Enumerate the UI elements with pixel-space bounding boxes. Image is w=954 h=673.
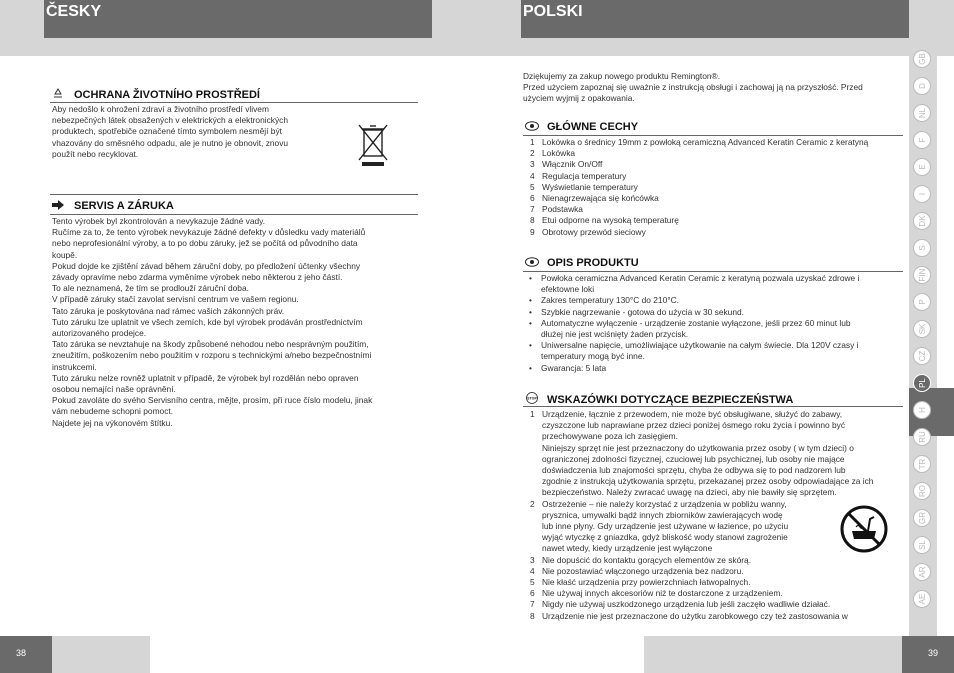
safety-section-title <box>525 392 793 406</box>
list-item <box>523 182 908 193</box>
language-tab-s[interactable]: S <box>913 239 931 257</box>
language-tab-fin[interactable]: FIN <box>913 266 931 284</box>
environment-bottom-rule <box>50 194 418 195</box>
language-tab-i[interactable]: I <box>913 185 931 203</box>
item-number: 3 <box>530 159 535 170</box>
item-number: 7 <box>530 599 535 610</box>
item-text: Nie używaj innych akcesoriów niż te dostarczone z urządzeniem. <box>542 588 783 599</box>
list-item <box>523 599 908 610</box>
list-item <box>523 227 908 238</box>
item-number: 2 <box>530 498 535 509</box>
warranty-rule <box>50 214 418 215</box>
features-title-text: GŁÓWNE CECHY <box>547 121 639 133</box>
language-tab-cz[interactable]: CZ <box>913 347 931 365</box>
left-language-header: ČESKY <box>44 0 432 38</box>
item-text: Urządzenie nie jest przeznaczone do użytku zarobkowego czy też zastosowania w <box>542 610 848 621</box>
item-number: 3 <box>530 554 535 565</box>
environment-title-text: OCHRANA ŽIVOTNÍHO PROSTŘEDÍ <box>74 89 260 101</box>
crossed-bin-icon <box>356 122 390 168</box>
environment-section-title <box>52 88 260 101</box>
features-section-title <box>525 121 638 133</box>
warranty-text: Tento výrobek byl zkontrolován a nevykazuje žádné vady. Ručíme za to, že tento výrobek nevykazuje žádné defekty v důsledku vady materiálů nebo neprofesionální výroby, a to po dobu záruky, jež se počítá od původního data koupě. Pokud dojde ke zjištění závad během záruční doby, po předložení účtenky všechny závady opravíme nebo zdarma vyměníme výrobek nebo některou z jeho částí. To ale neznamená, že tím se prodlouží záruční doba. V případě záruky stačí zavolat servisní centrum ve vašem regionu. Tato záruka je poskytována nad rámec vašich zákonných práv. Tuto záruku lze uplatnit ve všech zemích, kde byl výrobek prodáván prostřednictvím autorizovaného prodejce. Tato záruka se nevztahuje na škody způsobené nehodou nebo nesprávným použitím, zneužitím, poškozením nebo použitím v rozporu s technickými a/nebo bezpečnostními instrukcemi. Tuto záruku nelze rovněž uplatnit v případě, že výrobek byl rozdělán nebo opraven osobou nemající naše oprávnění. Pokud zavoláte do svého Servisního centra, mějte, prosím, při ruce číslo modelu, jinak vám nebudeme schopni pomoct. Najdete jej na výkonovém štítku. <box>52 216 373 428</box>
features-list <box>523 137 908 238</box>
list-item <box>523 193 908 204</box>
warranty-title-text: SERVIS A ZÁRUKA <box>74 200 174 212</box>
item-text: Lokówka <box>542 148 576 159</box>
item-number: 6 <box>530 193 535 204</box>
language-tab-sl[interactable]: SL <box>913 536 931 554</box>
description-item: • Gwarancja: 5 lata <box>523 363 908 374</box>
description-item: • Uniwersalne napięcie, umożliwiające użytkowanie na całym świecie. Dla 120V czasy i temperatury mogą być inne. <box>523 340 908 362</box>
list-item <box>523 566 908 577</box>
language-tab-gb[interactable]: GB <box>913 50 931 68</box>
item-number: 5 <box>530 181 535 192</box>
item-number: 4 <box>530 565 535 576</box>
environment-text: Aby nedošlo k ohrožení zdraví a životního prostředí vlivem nebezpečných látek obsažených v elektrických a elektronických produktech, spotřebiče označené tímto symbolem nesmějí být vhazovány do směsného odpadu, ale je nutno je obnovit, znovu použít nebo recyklovat. <box>52 104 289 159</box>
language-tab-ar[interactable]: AR <box>913 563 931 581</box>
item-text: Nie kłaść urządzenia przy powierzchniach łatwopalnych. <box>542 577 751 588</box>
item-text: Regulacja temperatury <box>542 170 627 181</box>
item-number: 1 <box>530 409 535 419</box>
language-tab-d[interactable]: D <box>913 77 931 95</box>
safety-rule <box>523 406 903 407</box>
list-item <box>523 137 908 148</box>
item-number: 2 <box>530 148 535 159</box>
description-item: • Szybkie nagrzewanie - gotowa do użycia w 30 sekund. <box>523 307 908 318</box>
language-tab-e[interactable]: E <box>913 158 931 176</box>
language-tab-h[interactable]: H <box>913 401 931 419</box>
list-item <box>523 588 908 599</box>
right-language-header: POLSKI <box>521 0 909 38</box>
description-list <box>523 273 908 374</box>
item-number: 5 <box>530 577 535 588</box>
language-tab-nl[interactable]: NL <box>913 104 931 122</box>
stop-icon <box>525 392 539 402</box>
no-bath-warning-icon <box>840 505 888 553</box>
item-number: 7 <box>530 204 535 215</box>
list-item <box>523 409 908 499</box>
safety-title-text: WSKAZÓWKI DOTYCZĄCE BEZPIECZEŃSTWA <box>547 394 794 406</box>
left-page-number: 38 <box>0 636 52 673</box>
list-item <box>523 215 908 226</box>
item-number: 9 <box>530 226 535 237</box>
language-tab-ru[interactable]: RU <box>913 428 931 446</box>
eye-icon <box>525 257 539 267</box>
item-number: 1 <box>530 137 535 147</box>
item-text: Podstawka <box>542 204 583 215</box>
list-item <box>523 148 908 159</box>
item-text: Urządzenie, łącznie z przewodem, nie może być obsługiwane, służyć do zabawy, czyszczone lub naprawiane przez dzieci poniżej ósmego roku życia i powinno być przechowywane poza ich zasięgiem. Niniejszy sprzęt nie jest przeznaczony do użytkowania przez osoby ( w tym dzieci) o ograniczonej zdolności fizycznej, czuciowej lub psychicznej, lub osoby nie mające doświadczenia lub znajomości sprzętu, chyba że odbywa się to pod nadzorem lub zgodnie z instrukcją użytkowania sprzętu, przekazanej przez osoby odpowiadające za ich bezpieczeństwo. Należy zwracać uwagę na dzieci, aby nie bawiły się sprzętem. <box>542 409 874 498</box>
item-text: Etui odporne na wysoką temperaturę <box>542 215 679 226</box>
description-item: • Automatyczne wyłączenie - urządzenie zostanie wyłączone, jeśli przez 60 minut lub dłużej nie jest wciśnięty żaden przycisk. <box>523 318 908 340</box>
description-item: • Powłoka ceramiczna Advanced Keratin Ceramic z keratyną pozwala uzyskać zdrowe i efektowne loki <box>523 273 908 295</box>
item-number: 8 <box>530 215 535 226</box>
item-text: Ostrzeżenie – nie należy korzystać z urządzenia w pobliżu wanny, prysznica, umywalki bądź innych zbiorników zawierających wodę lub inne płyny. Gdy urządzenie jest używane w łazience, po użyciu wyjąć wtyczkę z gniazdka, gdyż bliskość wody stanowi zagrożenie nawet wtedy, kiedy urządzenie jest wyłączone <box>542 498 789 554</box>
language-tab-gr[interactable]: GR <box>913 509 931 527</box>
description-rule <box>523 271 903 272</box>
arrow-right-icon <box>52 200 66 210</box>
description-item: • Zakres temperatury 130°C do 210°C. <box>523 295 908 306</box>
item-text: Nie dopuścić do kontaktu gorących elementów ze skórą. <box>542 554 752 565</box>
right-page-number: 39 <box>902 636 954 673</box>
eye-icon <box>525 121 539 131</box>
description-section-title <box>525 257 639 269</box>
list-item <box>523 171 908 182</box>
svg-text:STOP: STOP <box>527 396 537 401</box>
item-text: Lokówka o średnicy 19mm z powłoką ceramiczną Advanced Keratin Ceramic z keratyną <box>542 137 869 147</box>
warranty-section-title <box>52 200 174 212</box>
list-item <box>523 611 908 622</box>
item-text: Wyświetlanie temperatury <box>542 181 638 192</box>
features-rule <box>523 135 903 136</box>
item-text: Włącznik On/Off <box>542 159 603 170</box>
list-item <box>523 555 908 566</box>
language-tab-tr[interactable]: TR <box>913 455 931 473</box>
language-tab-p[interactable]: P <box>913 293 931 311</box>
language-tab-f[interactable]: F <box>913 131 931 149</box>
item-text: Nie pozostawiać włączonego urządzenia bez nadzoru. <box>542 565 744 576</box>
intro-text: Dziękujemy za zakup nowego produktu Remington®. Przed użyciem zapoznaj się uważnie z instrukcją obsługi i zachowaj ją na przyszłość. Przed użyciem wyjmij z opakowania. <box>523 71 863 104</box>
item-number: 4 <box>530 170 535 181</box>
language-tab-sk[interactable]: SK <box>913 320 931 338</box>
recycle-icon <box>52 88 66 98</box>
item-text: Obrotowy przewód sieciowy <box>542 226 646 237</box>
language-tab-ro[interactable]: RO <box>913 482 931 500</box>
item-text: Nigdy nie używaj uszkodzonego urządzenia lub jeśli zaczęło wadliwie działać. <box>542 599 831 610</box>
language-tab-pl[interactable]: PL <box>913 374 931 392</box>
language-tab-dk[interactable]: DK <box>913 212 931 230</box>
list-item <box>523 159 908 170</box>
list-item <box>523 204 908 215</box>
item-number: 6 <box>530 588 535 599</box>
list-item <box>523 577 908 588</box>
description-title-text: OPIS PRODUKTU <box>547 257 639 269</box>
item-number: 8 <box>530 610 535 621</box>
language-tab-ae[interactable]: AE <box>913 590 931 608</box>
environment-rule <box>50 102 418 103</box>
item-text: Nienagrzewająca się końcówka <box>542 193 659 204</box>
